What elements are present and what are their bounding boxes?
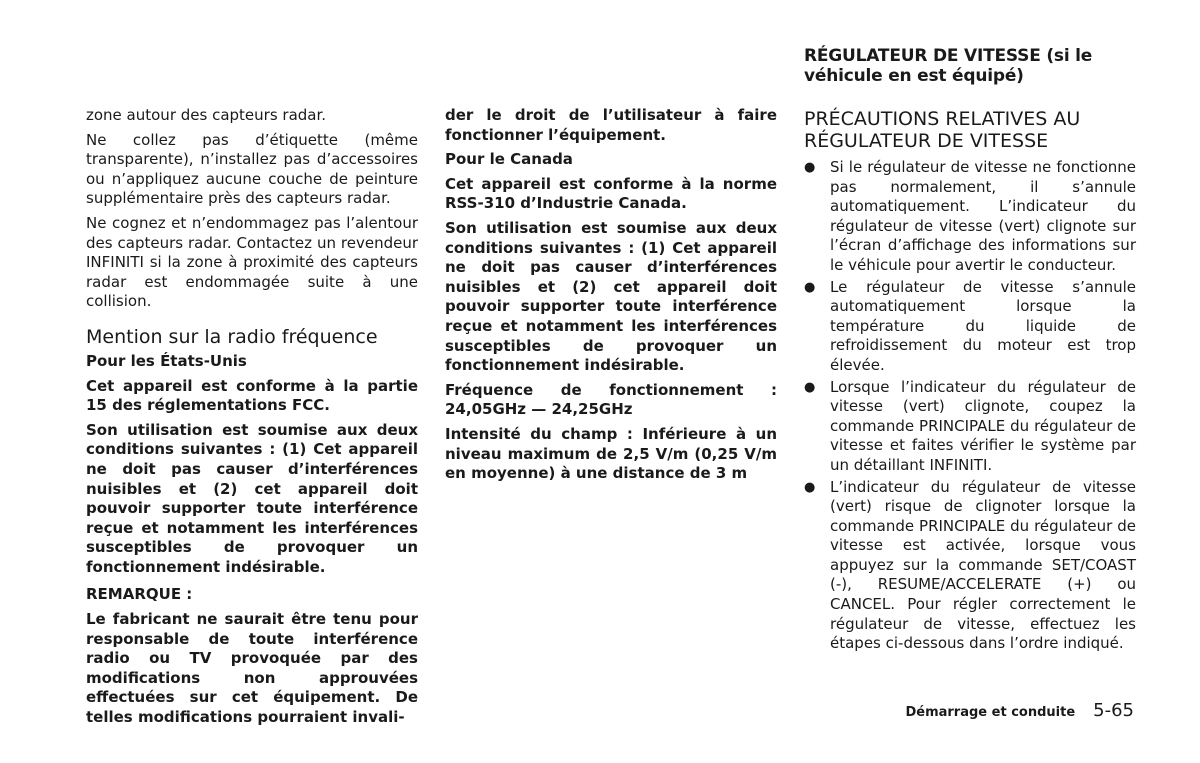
- paragraph-no-stickers: Ne collez pas d’étiquette (même transparente), n’installez pas d’accessoires ou n’appliquez aucune couche de peinture supplémentaire près des capteurs radar.: [86, 130, 418, 208]
- list-item-text: Si le régulateur de vitesse ne fonctionne pas normalement, il s’annule automatiquement. L’indicateur du régulateur de vitesse (vert) clignote sur l’écran d’affichage des informations sur le véhicule pour avertir le conducteur.: [830, 158, 1136, 274]
- paragraph-rss: Cet appareil est conforme à la norme RSS-310 d’Industrie Canada.: [445, 174, 777, 213]
- bullet-icon: ●: [804, 160, 816, 175]
- bullet-icon: ●: [804, 279, 816, 295]
- paragraph-field-strength: Intensité du champ : Inférieure à un niveau maximum de 2,5 V/m (0,25 V/m en moyenne) à une distance de 3 m: [445, 424, 777, 483]
- bullet-icon: ●: [804, 479, 816, 495]
- paragraph-fcc: Cet appareil est conforme à la partie 15 des réglementations FCC.: [86, 376, 418, 415]
- list-item: [804, 158, 1136, 276]
- paragraph-radar-zone: zone autour des capteurs radar.: [86, 106, 327, 124]
- heading-radio-frequency: Mention sur la radio fréquence: [86, 325, 378, 348]
- page-number: 5-65: [1093, 700, 1134, 721]
- column-left: [86, 106, 418, 733]
- page-footer: [905, 700, 1134, 721]
- list-item-text: L’indicateur du régulateur de vitesse (vert) risque de clignoter lorsque la commande PRINCIPALE du régulateur de vitesse est activée, lorsque vous appuyez sur la commande SET/COAST (-), RESUME/ACCELERATE (+) ou CANCEL. Pour régler correctement le régulateur de vitesse, effectuez les étapes ci-dessous dans l’ordre indiqué.: [830, 477, 1136, 653]
- footer-section-title: Démarrage et conduite: [905, 705, 1076, 720]
- paragraph-no-damage: Ne cognez et n’endommagez pas l’alentour des capteurs radar. Contactez un revendeur INFINITI si la zone à proximité des capteurs radar est endommagée suite à une collision.: [86, 213, 418, 311]
- list-item-text: Lorsque l’indicateur du régulateur de vitesse (vert) clignote, coupez la commande PRINCIPALE du régulateur de vitesse et faites vérifier le système par un détaillant INFINITI.: [830, 377, 1136, 474]
- label-canada: Pour le Canada: [445, 150, 573, 169]
- paragraph-conditions-canada: Son utilisation est soumise aux deux conditions suivantes : (1) Cet appareil ne doit pas causer d’interférences nuisibles et (2) cet appareil doit pouvoir supporter toute interférence reçue et notamment les interférences susceptibles de provoquer un fonctionnement indésirable.: [445, 218, 777, 375]
- list-item: [804, 378, 1136, 476]
- label-usa: Pour les États-Unis: [86, 351, 247, 370]
- section-title-cruise-control: RÉGULATEUR DE VITESSE (si le véhicule en est équipé): [804, 46, 1093, 86]
- label-note: REMARQUE :: [86, 585, 193, 604]
- paragraph-conditions-usa: Son utilisation est soumise aux deux conditions suivantes : (1) Cet appareil ne doit pas causer d’interférences nuisibles et (2) cet appareil doit pouvoir supporter toute interférence reçue et notamment les interférences susceptibles de provoquer un fonctionnement indésirable.: [86, 420, 418, 576]
- heading-precautions: PRÉCAUTIONS RELATIVES AU RÉGULATEUR DE VITESSE: [804, 108, 1081, 152]
- paragraph-frequency: Fréquence de fonctionnement : 24,05GHz — 24,25GHz: [445, 380, 777, 419]
- list-item-text: Le régulateur de vitesse s’annule automatiquement lorsque la température du liquide de refroidissement du moteur est trop élevée.: [830, 277, 1136, 374]
- list-item: [804, 278, 1136, 376]
- column-middle: [445, 106, 777, 489]
- precautions-list: [804, 158, 1136, 654]
- paragraph-continuation: der le droit de l’utilisateur à faire fonctionner l’équipement.: [445, 106, 777, 144]
- paragraph-note: Le fabricant ne saurait être tenu pour responsable de toute interférence radio ou TV provoquée par des modifications non approuvées effectuées sur cet équipement. De telles modifications pourraient invali-: [86, 610, 418, 727]
- column-right: [804, 46, 1136, 656]
- list-item: [804, 478, 1136, 654]
- bullet-icon: ●: [804, 379, 816, 395]
